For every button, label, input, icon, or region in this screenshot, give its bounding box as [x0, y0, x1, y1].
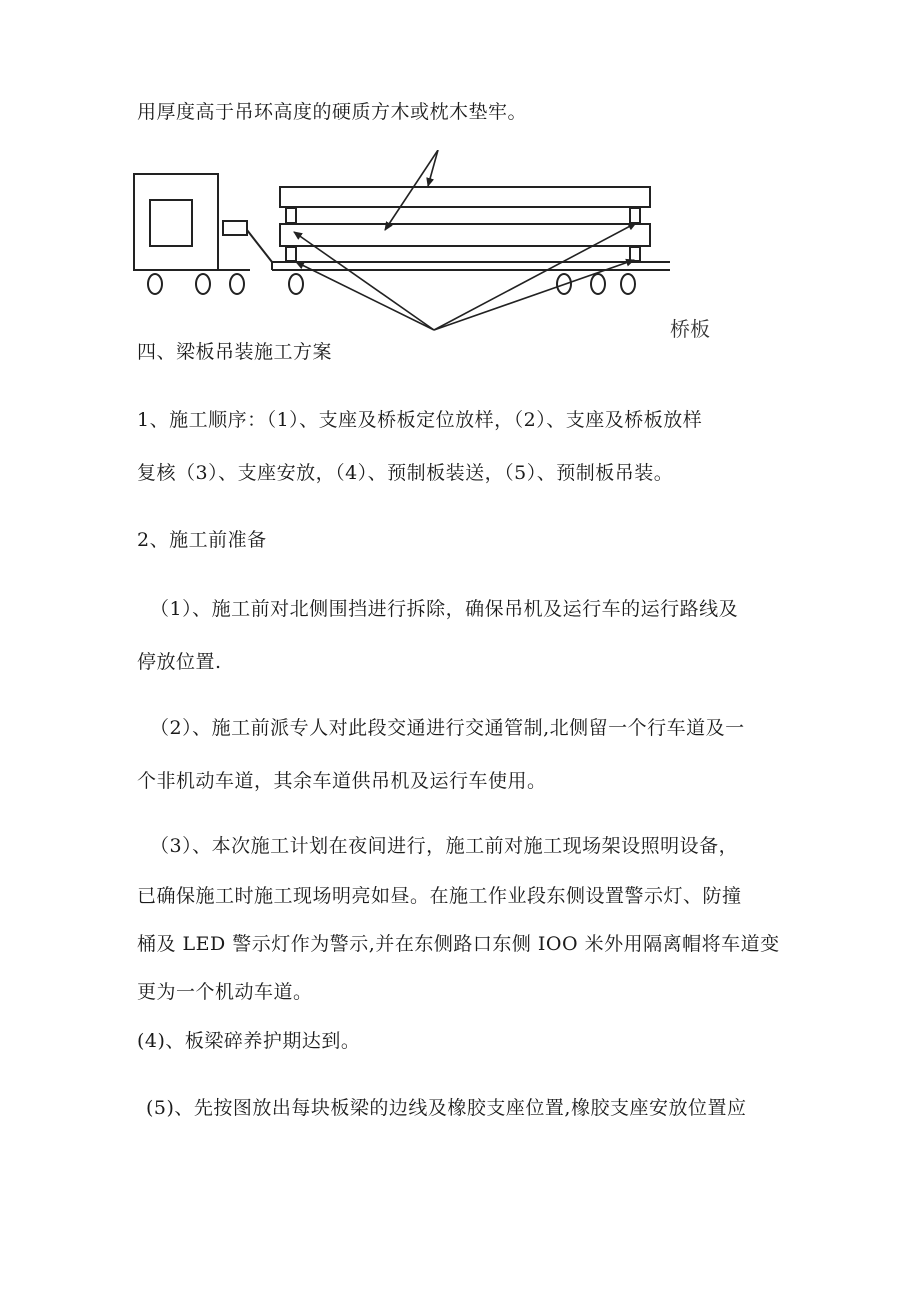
arrow-to-timber: [296, 262, 434, 330]
arrow-to-lower-beam: [385, 150, 438, 230]
paragraph-line: 桶及 LED 警示灯作为警示,并在东侧路口东侧 IOO 米外用隔离帽将车道变: [137, 933, 780, 955]
paragraph-line: （1）、施工前对北侧围挡进行拆除，确保吊机及运行车的运行路线及: [150, 598, 739, 620]
wheel: [289, 274, 303, 294]
paragraph-line: 已确保施工时施工现场明亮如昼。在施工作业段东侧设置警示灯、防撞: [137, 885, 742, 907]
timber-block: [286, 208, 296, 223]
paragraph-line: (4)、板梁碎养护期达到。: [137, 1030, 361, 1052]
wheel: [230, 274, 244, 294]
paragraph-line: 个非机动车道，其余车道供吊机及运行车使用。: [137, 770, 547, 792]
trailer-ramp: [247, 230, 272, 270]
paragraph-line: （2）、施工前派专人对此段交通进行交通管制,北侧留一个行车道及一: [150, 717, 745, 739]
truck-cab: [134, 174, 218, 270]
wheel: [591, 274, 605, 294]
truck-beam-diagram: [0, 150, 920, 350]
diagram-label: 桥板: [670, 317, 710, 341]
timber-block: [630, 208, 640, 223]
paragraph-line: （3）、本次施工计划在夜间进行，施工前对施工现场架设照明设备，: [150, 835, 739, 857]
paragraph-line: 复核（3）、支座安放，（4）、预制板装送，（5）、预制板吊装。: [137, 462, 674, 484]
arrow-to-upper-beam: [428, 150, 438, 186]
paragraph-line: 停放位置.: [137, 651, 222, 673]
wheel: [196, 274, 210, 294]
lower-bridge-beam: [280, 224, 650, 246]
paragraph-line: (5)、先按图放出每块板梁的边线及橡胶支座位置,橡胶支座安放位置应: [146, 1097, 747, 1119]
upper-bridge-beam: [280, 187, 650, 207]
wheel: [621, 274, 635, 294]
intro-text-line: 用厚度高于吊环高度的硬质方木或枕木垫牢。: [137, 101, 528, 123]
paragraph-line: 1、施工顺序：（1）、支座及桥板定位放样，（2）、支座及桥板放样: [137, 409, 703, 431]
subheading: 2、施工前准备: [137, 529, 267, 551]
timber-block: [630, 247, 640, 261]
truck-window: [150, 200, 192, 246]
timber-block: [286, 247, 296, 261]
paragraph-line: 更为一个机动车道。: [137, 981, 313, 1003]
wheel: [148, 274, 162, 294]
truck-coupling: [223, 221, 247, 235]
section-heading: 四、梁板吊装施工方案: [137, 341, 333, 363]
arrow-to-timber: [434, 223, 636, 330]
